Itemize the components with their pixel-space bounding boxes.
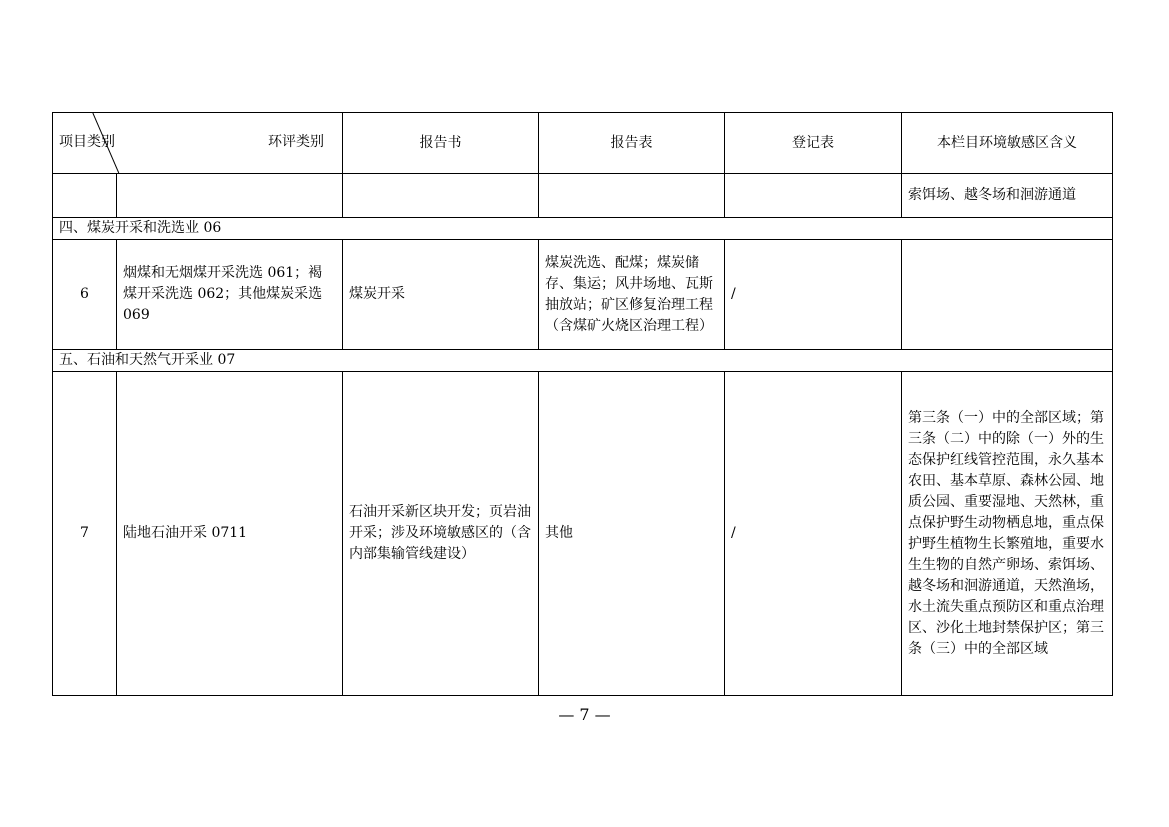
project-category-label: 项目类别 [59,134,115,150]
cell-sensitive: 第三条（一）中的全部区域；第三条（二）中的除（一）外的生态保护红线管控范围，永久基本农田、基本草原、森林公园、地质公园、重要湿地、天然林，重点保护野生动物栖息地，重点保护野生植物生长繁殖地，重要水生生物的自然产卵场、索饵场、越冬场和洄游通道，天然渔场，水土流失重点预防区和重点治理区、沙化土地封禁保护区；第三条（三）中的全部区域 [902,372,1113,696]
eia-category-label: 环评类别 [268,134,324,150]
cell-category [117,174,343,218]
cell-sensitive [902,240,1113,350]
header-report-book: 报告书 [343,113,539,174]
header-report-form: 报告表 [539,113,725,174]
continued-row [53,174,1113,218]
table-row [53,372,1113,696]
cell-report-form: 其他 [539,372,725,696]
section-title: 四、煤炭开采和洗选业 06 [53,218,1113,240]
header-registration-form: 登记表 [725,113,902,174]
cell-report-book [343,174,539,218]
cell-category: 陆地石油开采 0711 [117,372,343,696]
cell-report-book: 石油开采新区块开发；页岩油开采；涉及环境敏感区的（含内部集输管线建设） [343,372,539,696]
cell-report-book: 煤炭开采 [343,240,539,350]
section-row [53,218,1113,240]
header-diagonal-cell [53,113,343,174]
row-number: 7 [53,372,117,696]
table-row [53,240,1113,350]
section-title: 五、石油和天然气开采业 07 [53,350,1113,372]
cell-report-form [539,174,725,218]
cell-registration-form: / [725,240,902,350]
eia-classification-table [52,112,1113,696]
row-number: 6 [53,240,117,350]
cell-category: 烟煤和无烟煤开采洗选 061；褐煤开采洗选 062；其他煤炭采选 069 [117,240,343,350]
section-row [53,350,1113,372]
page-number: — 7 — [558,705,611,724]
cell-no [53,174,117,218]
header-row [53,113,1113,174]
cell-report-form: 煤炭洗选、配煤；煤炭储存、集运；风井场地、瓦斯抽放站；矿区修复治理工程（含煤矿火烧区治理工程） [539,240,725,350]
cell-registration-form: / [725,372,902,696]
cell-sensitive: 索饵场、越冬场和洄游通道 [902,174,1113,218]
cell-registration-form [725,174,902,218]
header-sensitive-area: 本栏目环境敏感区含义 [902,113,1113,174]
